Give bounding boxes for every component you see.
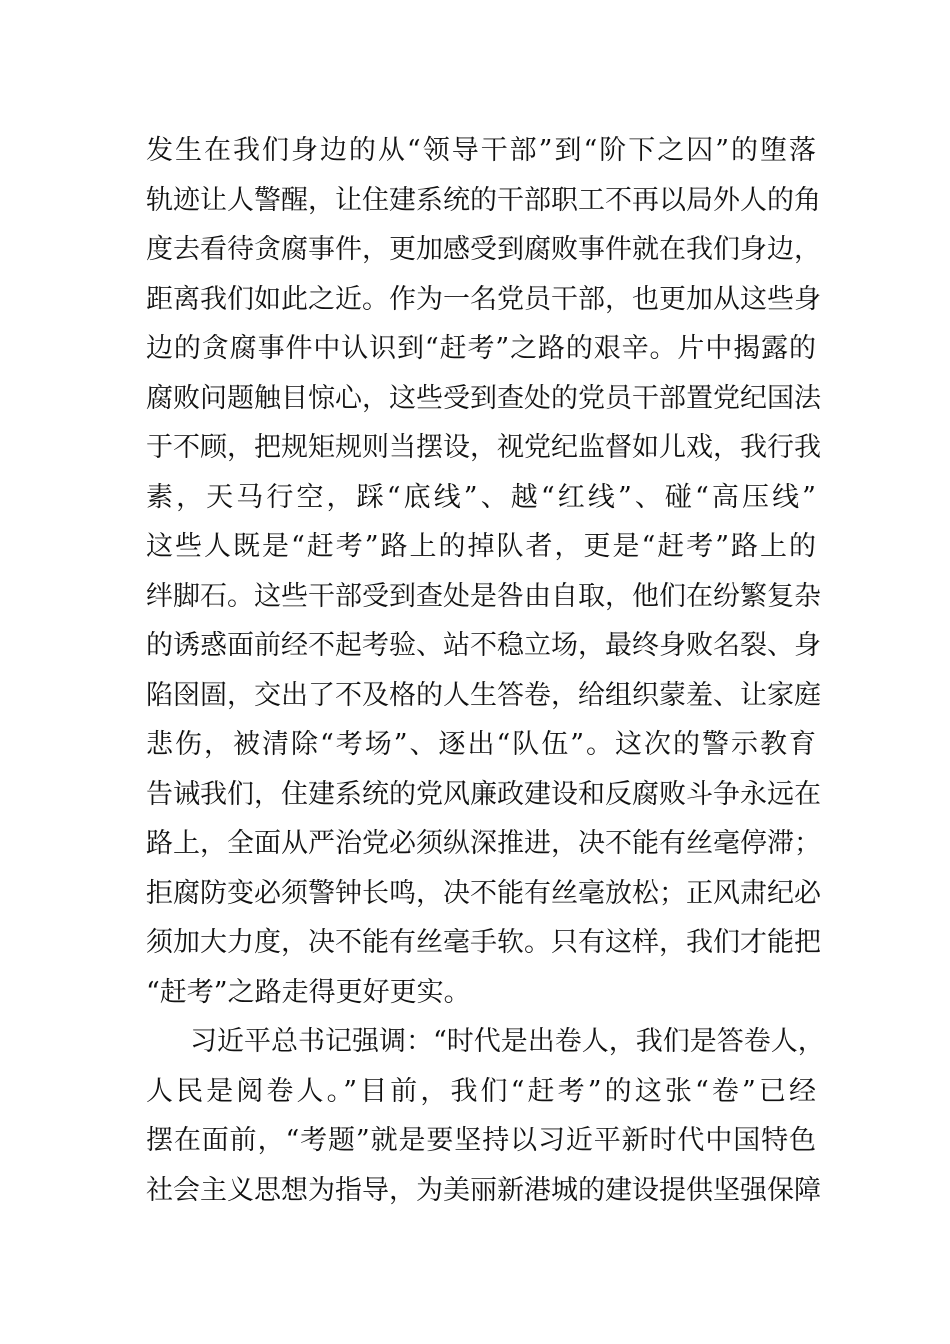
body-text — [146, 126, 825, 1215]
text-line: 习近平总书记强调：“时代是出卷人，我们是答卷人， — [190, 1026, 825, 1057]
text-line: 人民是阅卷人。”目前，我们“赶考”的这张“卷”已经 — [146, 1075, 816, 1107]
text-line: 社会主义思想为指导，为美丽新港城的建设提供坚强保障 — [146, 1174, 821, 1206]
text-line: 这些人既是“赶考”路上的掉队者，更是“赶考”路上的 — [146, 531, 816, 562]
text-line: 悲伤，被清除“考场”、逐出“队伍”。这次的警示教育 — [146, 729, 816, 760]
text-line: 腐败问题触目惊心，这些受到查处的党员干部置党纪国法 — [146, 382, 821, 414]
text-line: 绊脚石。这些干部受到查处是咎由自取，他们在纷繁复杂 — [146, 580, 821, 612]
text-line: 的诱惑面前经不起考验、站不稳立场，最终身败名裂、身 — [146, 630, 821, 661]
text-line: 须加大力度，决不能有丝毫手软。只有这样，我们才能把 — [146, 927, 821, 958]
paragraph-1 — [146, 126, 821, 1017]
text-line: 轨迹让人警醒，让住建系统的干部职工不再以局外人的角 — [146, 184, 821, 216]
text-line: “赶考”之路走得更好更实。 — [146, 976, 471, 1008]
text-line: 距离我们如此之近。作为一名党员干部，也更加从这些身 — [146, 283, 821, 315]
text-line: 于不顾，把规矩规则当摆设，视党纪监督如儿戏，我行我 — [146, 432, 821, 463]
text-line: 拒腐防变必须警钟长鸣，决不能有丝毫放松；正风肃纪必 — [146, 877, 821, 909]
text-line: 素，天马行空，踩“底线”、越“红线”、碰“高压线” — [146, 481, 816, 513]
text-line: 度去看待贪腐事件，更加感受到腐败事件就在我们身边， — [146, 234, 821, 265]
text-line: 摆在面前，“考题”就是要坚持以习近平新时代中国特色 — [146, 1125, 816, 1156]
text-line: 边的贪腐事件中认识到“赶考”之路的艰辛。片中揭露的 — [146, 333, 816, 364]
text-line: 陷囹圄，交出了不及格的人生答卷，给组织蒙羞、让家庭 — [146, 679, 821, 711]
text-line: 路上，全面从严治党必须纵深推进，决不能有丝毫停滞； — [146, 828, 821, 859]
text-line: 发生在我们身边的从“领导干部”到“阶下之囚”的堕落 — [146, 135, 816, 166]
paragraph-2 — [146, 1017, 825, 1215]
text-line: 告诫我们，住建系统的党风廉政建设和反腐败斗争永远在 — [146, 778, 821, 810]
